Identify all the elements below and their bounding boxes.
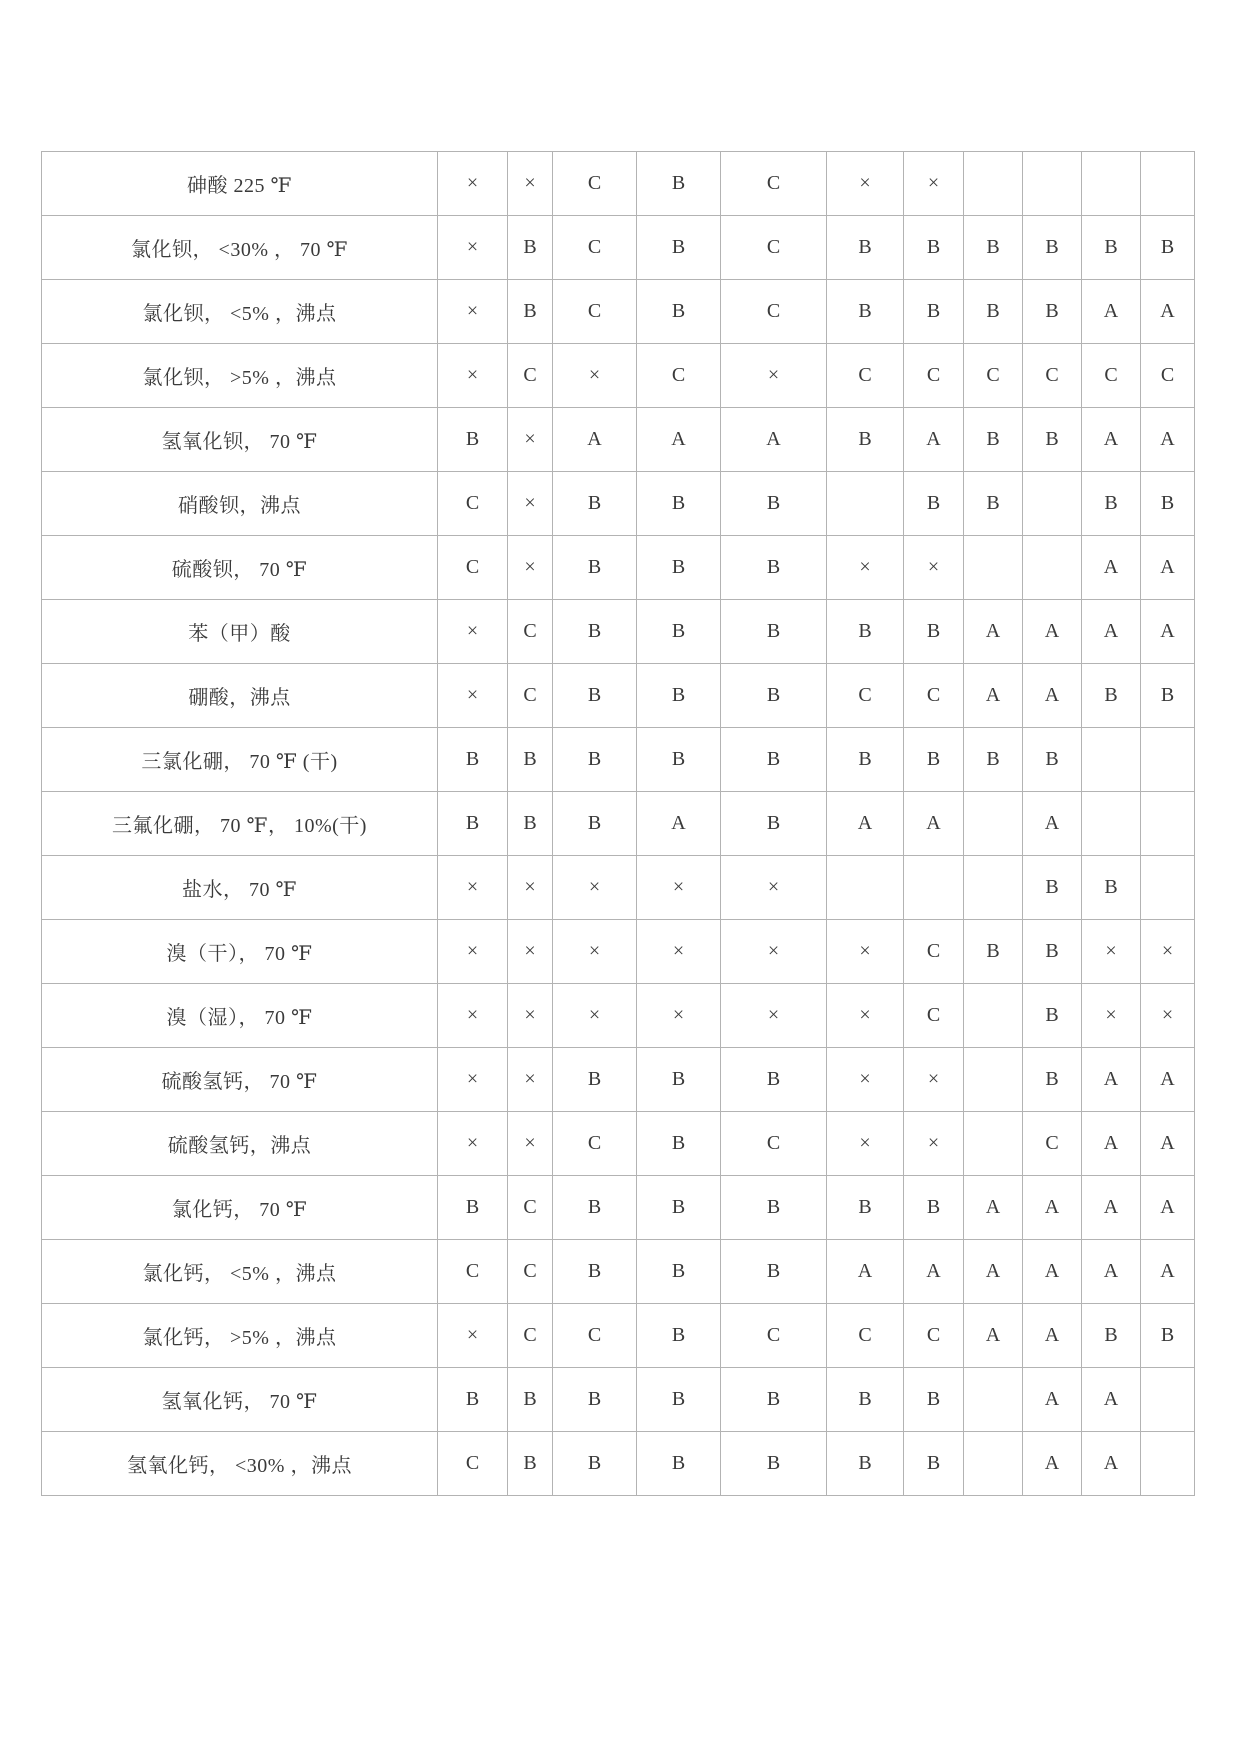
medium-name-cell: 硫酸氢钙， 70 ℉ <box>42 1048 438 1112</box>
rating-cell: × <box>508 536 553 600</box>
rating-cell: B <box>637 1240 721 1304</box>
rating-cell: B <box>637 152 721 216</box>
rating-cell: B <box>904 600 964 664</box>
rating-cell: B <box>904 472 964 536</box>
table-row <box>42 1112 1195 1176</box>
rating-cell: × <box>438 1048 508 1112</box>
rating-cell <box>964 536 1023 600</box>
rating-cell: C <box>1141 344 1195 408</box>
rating-cell: C <box>508 1304 553 1368</box>
rating-cell: B <box>553 728 637 792</box>
rating-cell <box>964 856 1023 920</box>
rating-cell: × <box>637 984 721 1048</box>
rating-cell: × <box>637 856 721 920</box>
rating-cell: × <box>904 536 964 600</box>
rating-cell: B <box>553 536 637 600</box>
rating-cell: A <box>721 408 827 472</box>
rating-cell: C <box>827 344 904 408</box>
rating-cell <box>1082 152 1141 216</box>
rating-cell: B <box>438 792 508 856</box>
rating-cell <box>1082 792 1141 856</box>
rating-cell: × <box>438 344 508 408</box>
rating-cell: A <box>1141 1112 1195 1176</box>
rating-cell: B <box>1023 408 1082 472</box>
rating-cell: A <box>1141 536 1195 600</box>
rating-cell: × <box>508 856 553 920</box>
rating-cell: B <box>827 600 904 664</box>
rating-cell: C <box>637 344 721 408</box>
rating-cell: B <box>637 1368 721 1432</box>
rating-cell: × <box>1082 920 1141 984</box>
rating-cell: B <box>1023 216 1082 280</box>
table-row <box>42 1432 1195 1496</box>
corrosion-resistance-table <box>41 151 1195 1496</box>
medium-name-cell: 氢氧化钙， <30% ，沸点 <box>42 1432 438 1496</box>
rating-cell: B <box>827 1368 904 1432</box>
rating-cell: B <box>1023 856 1082 920</box>
rating-cell: B <box>721 728 827 792</box>
rating-cell: B <box>721 792 827 856</box>
rating-cell: A <box>1141 1176 1195 1240</box>
rating-cell: B <box>827 728 904 792</box>
table-row <box>42 536 1195 600</box>
rating-cell: A <box>904 792 964 856</box>
rating-cell: × <box>508 984 553 1048</box>
rating-cell: B <box>721 1432 827 1496</box>
medium-name-cell: 溴（湿）， 70 ℉ <box>42 984 438 1048</box>
rating-cell: A <box>964 664 1023 728</box>
medium-name-cell: 三氟化硼， 70 ℉， 10%(干) <box>42 792 438 856</box>
rating-cell: A <box>964 600 1023 664</box>
rating-cell: A <box>1023 600 1082 664</box>
rating-cell: B <box>553 1368 637 1432</box>
table-row <box>42 344 1195 408</box>
rating-cell <box>827 472 904 536</box>
rating-cell: C <box>904 984 964 1048</box>
table-row <box>42 1176 1195 1240</box>
rating-cell: B <box>637 1048 721 1112</box>
rating-cell: A <box>1082 1240 1141 1304</box>
rating-cell <box>964 1112 1023 1176</box>
rating-cell: C <box>721 152 827 216</box>
rating-cell: × <box>438 280 508 344</box>
rating-cell: B <box>1082 472 1141 536</box>
rating-cell: B <box>637 1304 721 1368</box>
rating-cell: A <box>1141 600 1195 664</box>
rating-cell: B <box>964 728 1023 792</box>
rating-cell: B <box>553 600 637 664</box>
rating-cell: C <box>904 1304 964 1368</box>
rating-cell <box>964 152 1023 216</box>
rating-cell: × <box>827 984 904 1048</box>
rating-cell: × <box>827 152 904 216</box>
table-row <box>42 1240 1195 1304</box>
rating-cell <box>964 984 1023 1048</box>
rating-cell: B <box>438 728 508 792</box>
rating-cell: B <box>827 1176 904 1240</box>
rating-cell <box>1023 472 1082 536</box>
rating-cell: A <box>1082 1048 1141 1112</box>
medium-name-cell: 氯化钡， <30% ， 70 ℉ <box>42 216 438 280</box>
rating-cell: B <box>553 664 637 728</box>
rating-cell: × <box>904 152 964 216</box>
rating-cell: C <box>904 344 964 408</box>
rating-cell: B <box>721 472 827 536</box>
rating-cell: × <box>508 920 553 984</box>
rating-cell: B <box>508 1432 553 1496</box>
rating-cell: B <box>1023 1048 1082 1112</box>
rating-cell: × <box>827 1112 904 1176</box>
medium-name-cell: 硝酸钡，沸点 <box>42 472 438 536</box>
rating-cell: C <box>1082 344 1141 408</box>
rating-cell: × <box>721 984 827 1048</box>
rating-cell: C <box>508 1240 553 1304</box>
rating-cell: × <box>508 408 553 472</box>
rating-cell: A <box>904 1240 964 1304</box>
rating-cell: B <box>721 1240 827 1304</box>
rating-cell: A <box>964 1304 1023 1368</box>
rating-cell: B <box>1141 216 1195 280</box>
rating-cell: B <box>964 216 1023 280</box>
rating-cell: A <box>1023 1368 1082 1432</box>
table-row <box>42 1304 1195 1368</box>
rating-cell: B <box>964 408 1023 472</box>
rating-cell: B <box>438 1176 508 1240</box>
rating-cell: B <box>904 1176 964 1240</box>
rating-cell <box>827 856 904 920</box>
rating-cell: B <box>827 280 904 344</box>
rating-cell <box>1141 152 1195 216</box>
rating-cell: A <box>1082 1112 1141 1176</box>
rating-cell: C <box>721 1112 827 1176</box>
rating-cell: A <box>904 408 964 472</box>
rating-cell <box>1141 856 1195 920</box>
table-row <box>42 152 1195 216</box>
rating-cell: C <box>721 280 827 344</box>
rating-cell: B <box>1023 728 1082 792</box>
rating-cell: B <box>1082 1304 1141 1368</box>
rating-cell: B <box>1082 664 1141 728</box>
rating-cell <box>964 1368 1023 1432</box>
rating-cell: × <box>438 984 508 1048</box>
rating-cell: B <box>508 280 553 344</box>
rating-cell: B <box>553 472 637 536</box>
rating-cell: B <box>904 280 964 344</box>
rating-cell: C <box>553 1112 637 1176</box>
rating-cell: A <box>637 408 721 472</box>
rating-cell <box>964 792 1023 856</box>
rating-cell: × <box>827 920 904 984</box>
rating-cell: C <box>508 1176 553 1240</box>
rating-cell: A <box>1141 1240 1195 1304</box>
table-row <box>42 728 1195 792</box>
table-row <box>42 408 1195 472</box>
rating-cell: × <box>438 216 508 280</box>
rating-cell: C <box>553 280 637 344</box>
rating-cell: B <box>721 664 827 728</box>
medium-name-cell: 氢氧化钙， 70 ℉ <box>42 1368 438 1432</box>
rating-cell: × <box>637 920 721 984</box>
table-row <box>42 280 1195 344</box>
rating-cell: B <box>438 1368 508 1432</box>
rating-cell: B <box>904 1368 964 1432</box>
rating-cell: B <box>508 1368 553 1432</box>
rating-cell: × <box>553 344 637 408</box>
rating-cell: A <box>1082 1176 1141 1240</box>
rating-cell: B <box>637 664 721 728</box>
rating-cell: × <box>438 152 508 216</box>
rating-cell: B <box>637 536 721 600</box>
rating-cell: A <box>637 792 721 856</box>
rating-cell: B <box>827 408 904 472</box>
rating-cell: B <box>637 1112 721 1176</box>
rating-cell: × <box>508 152 553 216</box>
medium-name-cell: 苯（甲）酸 <box>42 600 438 664</box>
table-row <box>42 216 1195 280</box>
medium-name-cell: 氯化钙， 70 ℉ <box>42 1176 438 1240</box>
rating-cell: C <box>964 344 1023 408</box>
rating-cell: × <box>438 920 508 984</box>
rating-cell: A <box>964 1240 1023 1304</box>
rating-cell <box>1023 152 1082 216</box>
rating-cell: A <box>1141 1048 1195 1112</box>
rating-cell: B <box>904 1432 964 1496</box>
rating-cell: B <box>721 1368 827 1432</box>
rating-cell: × <box>721 344 827 408</box>
medium-name-cell: 溴（干）， 70 ℉ <box>42 920 438 984</box>
rating-cell: C <box>508 664 553 728</box>
rating-cell: C <box>438 1240 508 1304</box>
rating-cell: × <box>438 600 508 664</box>
rating-cell: B <box>1141 472 1195 536</box>
rating-cell: B <box>904 216 964 280</box>
rating-cell: B <box>1023 920 1082 984</box>
rating-cell <box>1082 728 1141 792</box>
rating-cell: B <box>964 472 1023 536</box>
rating-cell: B <box>827 1432 904 1496</box>
medium-name-cell: 氯化钙， <5% ，沸点 <box>42 1240 438 1304</box>
medium-name-cell: 氢氧化钡， 70 ℉ <box>42 408 438 472</box>
rating-cell: A <box>1023 1240 1082 1304</box>
rating-cell <box>964 1048 1023 1112</box>
rating-cell: B <box>553 792 637 856</box>
table-body <box>42 152 1195 1496</box>
rating-cell: C <box>904 664 964 728</box>
rating-cell: A <box>964 1176 1023 1240</box>
medium-name-cell: 砷酸 225 ℉ <box>42 152 438 216</box>
rating-cell: B <box>721 600 827 664</box>
rating-cell: A <box>1023 1304 1082 1368</box>
table-row <box>42 1368 1195 1432</box>
medium-name-cell: 硼酸，沸点 <box>42 664 438 728</box>
rating-cell: A <box>1023 1432 1082 1496</box>
table-row <box>42 664 1195 728</box>
rating-cell: × <box>508 472 553 536</box>
rating-cell: × <box>438 856 508 920</box>
table-row <box>42 920 1195 984</box>
rating-cell: × <box>553 856 637 920</box>
rating-cell: A <box>1082 1432 1141 1496</box>
rating-cell: B <box>904 728 964 792</box>
rating-cell: B <box>438 408 508 472</box>
rating-cell: B <box>508 216 553 280</box>
rating-cell: × <box>508 1112 553 1176</box>
rating-cell: C <box>1023 1112 1082 1176</box>
table-row <box>42 1048 1195 1112</box>
rating-cell: B <box>553 1176 637 1240</box>
rating-cell: B <box>637 216 721 280</box>
rating-cell <box>1141 1368 1195 1432</box>
table-row <box>42 984 1195 1048</box>
rating-cell: × <box>1082 984 1141 1048</box>
table-row <box>42 792 1195 856</box>
rating-cell: A <box>1082 408 1141 472</box>
rating-cell: B <box>721 1048 827 1112</box>
rating-cell: B <box>508 728 553 792</box>
rating-cell: B <box>637 728 721 792</box>
rating-cell: × <box>904 1048 964 1112</box>
rating-cell: B <box>721 536 827 600</box>
rating-cell: C <box>904 920 964 984</box>
rating-cell: B <box>721 1176 827 1240</box>
rating-cell: × <box>508 1048 553 1112</box>
rating-cell: A <box>1082 600 1141 664</box>
rating-cell: × <box>827 536 904 600</box>
rating-cell: × <box>438 1304 508 1368</box>
rating-cell: A <box>1082 280 1141 344</box>
rating-cell: × <box>827 1048 904 1112</box>
rating-cell: B <box>637 472 721 536</box>
rating-cell: × <box>1141 920 1195 984</box>
rating-cell: B <box>637 280 721 344</box>
medium-name-cell: 氯化钡， >5% ，沸点 <box>42 344 438 408</box>
rating-cell <box>1141 1432 1195 1496</box>
rating-cell <box>1023 536 1082 600</box>
rating-cell: B <box>1141 664 1195 728</box>
rating-cell: B <box>1082 856 1141 920</box>
rating-cell: × <box>904 1112 964 1176</box>
rating-cell: A <box>827 1240 904 1304</box>
rating-cell: × <box>438 664 508 728</box>
medium-name-cell: 盐水， 70 ℉ <box>42 856 438 920</box>
medium-name-cell: 三氯化硼， 70 ℉ (干) <box>42 728 438 792</box>
rating-cell: B <box>553 1240 637 1304</box>
rating-cell: B <box>827 216 904 280</box>
rating-cell: × <box>553 984 637 1048</box>
rating-cell: B <box>637 1176 721 1240</box>
rating-cell: B <box>1023 984 1082 1048</box>
rating-cell: C <box>827 664 904 728</box>
rating-cell: A <box>1141 408 1195 472</box>
rating-cell: B <box>637 1432 721 1496</box>
rating-cell: A <box>1082 536 1141 600</box>
rating-cell: B <box>508 792 553 856</box>
rating-cell: C <box>721 1304 827 1368</box>
medium-name-cell: 氯化钙， >5% ，沸点 <box>42 1304 438 1368</box>
rating-cell <box>1141 792 1195 856</box>
medium-name-cell: 氯化钡， <5% ，沸点 <box>42 280 438 344</box>
rating-cell: A <box>1141 280 1195 344</box>
rating-cell: A <box>1023 1176 1082 1240</box>
rating-cell: A <box>1023 664 1082 728</box>
rating-cell <box>1141 728 1195 792</box>
rating-cell: B <box>964 280 1023 344</box>
rating-cell: A <box>1023 792 1082 856</box>
medium-name-cell: 硫酸钡， 70 ℉ <box>42 536 438 600</box>
rating-cell: C <box>438 1432 508 1496</box>
rating-cell: C <box>827 1304 904 1368</box>
rating-cell: A <box>1082 1368 1141 1432</box>
table-row <box>42 856 1195 920</box>
rating-cell: B <box>1141 1304 1195 1368</box>
rating-cell: C <box>1023 344 1082 408</box>
rating-cell: × <box>721 856 827 920</box>
rating-cell: B <box>553 1432 637 1496</box>
rating-cell: × <box>1141 984 1195 1048</box>
rating-cell <box>964 1432 1023 1496</box>
rating-cell <box>904 856 964 920</box>
rating-cell: C <box>508 600 553 664</box>
rating-cell: × <box>721 920 827 984</box>
rating-cell: × <box>553 920 637 984</box>
rating-cell: B <box>553 1048 637 1112</box>
rating-cell: B <box>1082 216 1141 280</box>
table-row <box>42 472 1195 536</box>
rating-cell: C <box>508 344 553 408</box>
rating-cell: C <box>553 216 637 280</box>
rating-cell: C <box>721 216 827 280</box>
rating-cell: C <box>553 1304 637 1368</box>
rating-cell: B <box>1023 280 1082 344</box>
rating-cell: B <box>964 920 1023 984</box>
rating-cell: C <box>438 472 508 536</box>
rating-cell: A <box>827 792 904 856</box>
table-row <box>42 600 1195 664</box>
rating-cell: B <box>637 600 721 664</box>
rating-cell: × <box>438 1112 508 1176</box>
rating-cell: A <box>553 408 637 472</box>
rating-cell: C <box>553 152 637 216</box>
medium-name-cell: 硫酸氢钙，沸点 <box>42 1112 438 1176</box>
rating-cell: C <box>438 536 508 600</box>
